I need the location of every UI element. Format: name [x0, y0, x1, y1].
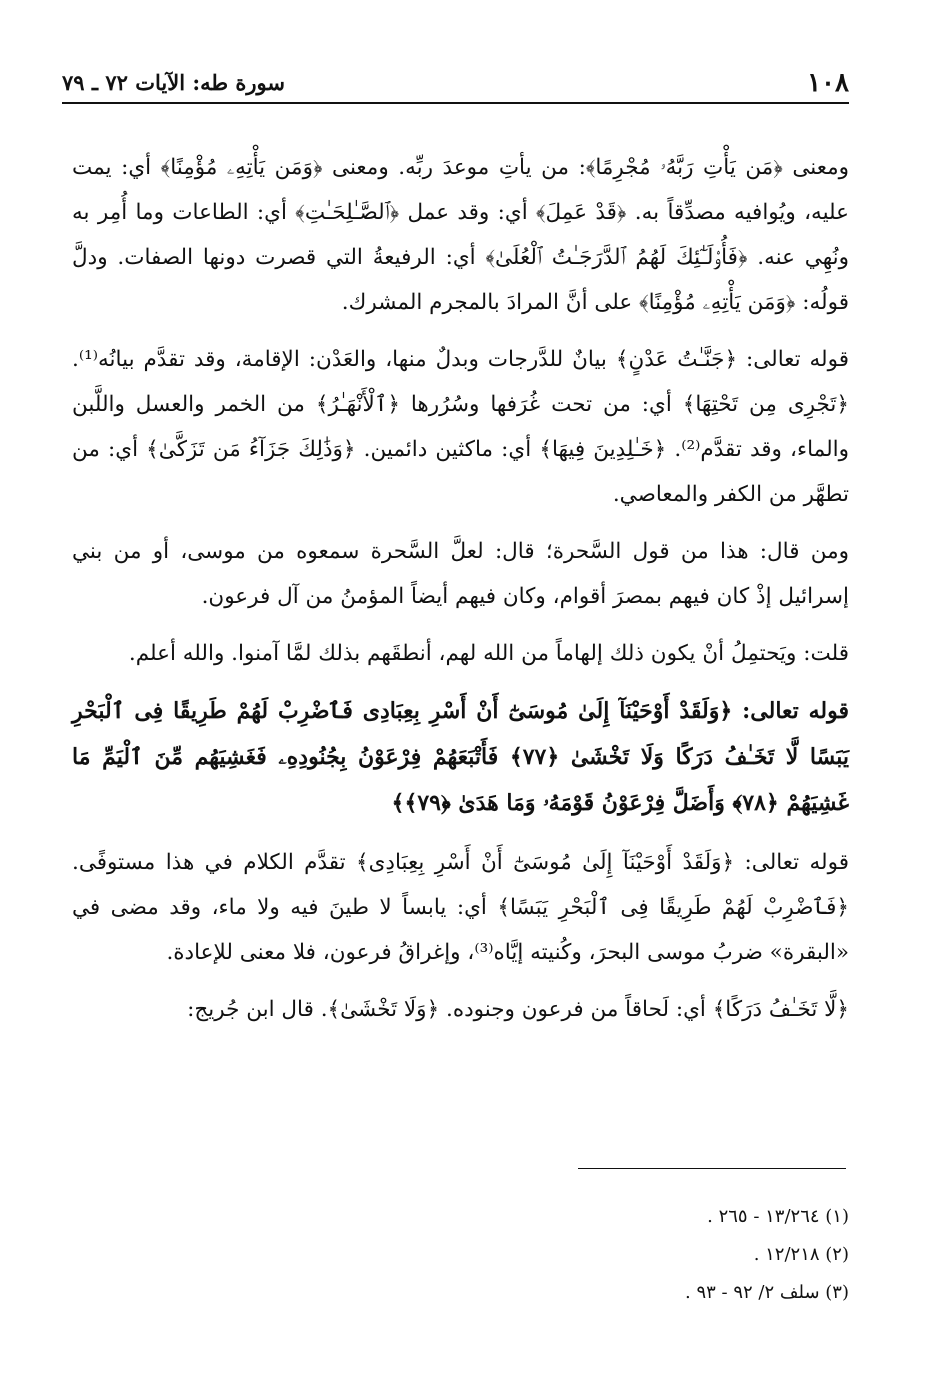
footnote-3: (٣) سلف ٢/ ٩٢ - ٩٣ . — [685, 1282, 849, 1303]
page-number: ١٠٨ — [807, 68, 849, 98]
paragraph-5: قوله تعالى: ﴿وَلَقَدْ أَوْحَيْنَآ إِلَىٰ مُوسَىٰٓ أَنْ أَسْرِ بِعِبَادِى﴾ تقدَّم الكلام في هذا مستوفًى. ﴿فَٱضْرِبْ لَهُمْ طَرِيقًا فِى ٱلْبَحْرِ يَبَسًا﴾ أي: يابساً لا طينَ فيه ولا ماء، وقد مضى في «البقرة» ضربُ موسى البحرَ، وكُنيته إيَّاه⁽³⁾، وإغراقُ فرعون، فلا معنى للإعادة. — [72, 850, 849, 965]
footnote-divider — [578, 1168, 846, 1169]
footnotes — [69, 1198, 849, 1312]
running-title: سورة طه: الآيات ٧٢ ـ ٧٩ — [62, 70, 285, 95]
verse-text: ﴿وَلَقَدْ أَوْحَيْنَآ إِلَىٰ مُوسَىٰٓ أَنْ أَسْرِ بِعِبَادِى فَٱضْرِبْ لَهُمْ طَرِيقًا فِى ٱلْبَحْرِ يَبَسًا لَّا تَخَـٰفُ دَرَكًا وَلَا تَخْشَىٰ ﴿٧٧﴾ فَأَتْبَعَهُمْ فِرْعَوْنُ بِجُنُودِهِۦ فَغَشِيَهُم مِّنَ ٱلْيَمِّ مَا غَشِيَهُمْ ﴿٧٨﴾ وَأَضَلَّ فِرْعَوْنُ قَوْمَهُۥ وَمَا هَدَىٰ ﴿٧٩﴾﴾ — [72, 698, 849, 816]
verse-block — [72, 688, 849, 826]
paragraph-6: ﴿لَّا تَخَـٰفُ دَرَكًا﴾ أي: لَحاقاً من فرعون وجنوده. ﴿وَلَا تَخْشَىٰ﴾. قال ابن جُريج: — [187, 997, 849, 1022]
paragraph-3: ومن قال: هذا من قول السَّحرة؛ قال: لعلَّ السَّحرة سمعوه من موسى، أو من بني إسرائيل إذْ كان فيهم بمصرَ أقوام، وكان فيهم أيضاً المؤمنُ من آل فرعون. — [72, 539, 849, 609]
footnote-2: (٢) ١٢/٢١٨ . — [753, 1244, 849, 1265]
page-header — [62, 62, 849, 104]
page-body — [72, 145, 849, 1044]
verse-lead: قوله تعالى: — [742, 698, 849, 724]
paragraph-4: قلت: ويَحتمِلُ أنْ يكون ذلك إلهاماً من الله لهم، أنطقَهم بذلك لمَّا آمنوا. والله أعلم. — [128, 641, 849, 666]
paragraph-2: قوله تعالى: ﴿جَنَّـٰتُ عَدْنٍ﴾ بيانٌ للدَّرجات وبدلٌ منها، والعَدْن: الإقامة، وقد تقدَّم بيانُه⁽¹⁾. ﴿تَجْرِى مِن تَحْتِهَا﴾ أي: من تحت غُرَفها وسُرُرها ﴿ٱلْأَنْهَـٰرُ﴾ من الخمر والعسل واللَّبن والماء، وقد تقدَّم⁽²⁾. ﴿خَـٰلِدِينَ فِيهَا﴾ أي: ماكثين دائمين. ﴿وَذَٰلِكَ جَزَآءُ مَن تَزَكَّىٰ﴾ أي: من تطهَّر من الكفر والمعاصي. — [72, 347, 849, 507]
footnote-1: (١) ١٣/٢٦٤ - ٢٦٥ . — [707, 1206, 849, 1227]
paragraph-1: ومعنى ﴿مَن يَأْتِ رَبَّهُۥ مُجْرِمًا﴾: من يأتِ موعدَ ربِّه. ومعنى ﴿وَمَن يَأْتِهِۦ مُؤْمِنًا﴾ أي: يمت عليه، ويُوافيه مصدِّقاً به. ﴿قَدْ عَمِلَ﴾ أي: وقد عمل ﴿ٱلصَّـٰلِحَـٰتِ﴾ أي: الطاعات وما أُمِر به ونُهِي عنه. ﴿فَأُو۟لَـٰٓئِكَ لَهُمُ ٱلدَّرَجَـٰتُ ٱلْعُلَىٰ﴾ أي: الرفيعةُ التي قصرت دونها الصفات. ودلَّ قولُه: ﴿وَمَن يَأْتِهِۦ مُؤْمِنًا﴾ على أنَّ المرادَ بالمجرم المشرك. — [72, 155, 849, 315]
